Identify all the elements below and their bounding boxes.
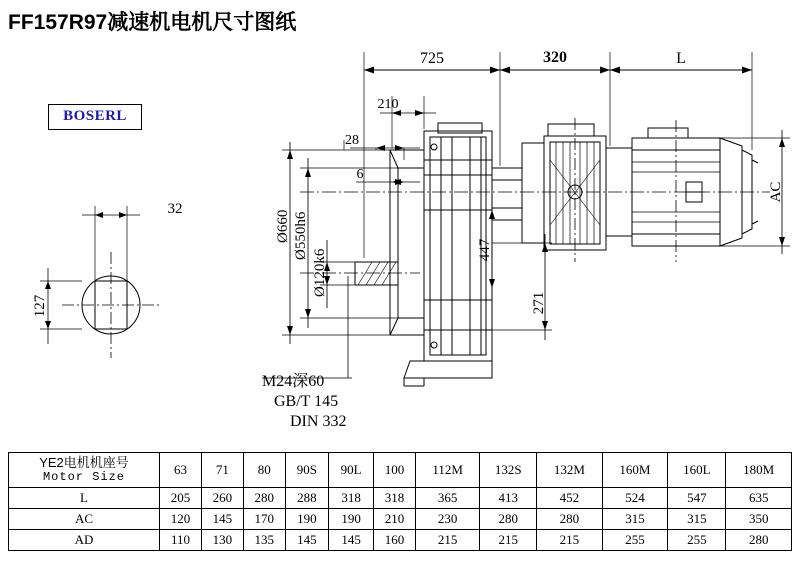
col-header: 112M (415, 453, 480, 488)
cell: 145 (285, 530, 328, 551)
cell: 110 (160, 530, 202, 551)
dim-550: Ø550h6 (293, 211, 309, 260)
dim-6: 6 (356, 167, 364, 182)
cell: 170 (243, 509, 285, 530)
cell: 215 (415, 530, 480, 551)
cell: 215 (480, 530, 537, 551)
cell: 255 (602, 530, 668, 551)
cell: 280 (537, 509, 603, 530)
cell: 145 (329, 530, 374, 551)
row-label: AD (9, 530, 160, 551)
cell: 318 (329, 488, 374, 509)
col-header: 100 (374, 453, 416, 488)
row-label: L (9, 488, 160, 509)
cell: 120 (160, 509, 202, 530)
table-header-row (9, 453, 792, 488)
col-header: 160M (602, 453, 668, 488)
table-row (9, 509, 792, 530)
table-header-label-en: Motor Size (42, 470, 125, 484)
cell: 210 (374, 509, 416, 530)
cell: 230 (415, 509, 480, 530)
dim-120: Ø120k6 (312, 248, 328, 297)
col-header: 63 (160, 453, 202, 488)
cell: 547 (668, 488, 726, 509)
cell: 635 (726, 488, 792, 509)
dim-320: 320 (543, 49, 567, 66)
cell: 145 (201, 509, 243, 530)
dim-210: 210 (377, 97, 399, 112)
cell: 280 (726, 530, 792, 551)
dim-447: 447 (477, 238, 493, 262)
cell: 160 (374, 530, 416, 551)
cell: 190 (329, 509, 374, 530)
col-header: 132S (480, 453, 537, 488)
dim-660: Ø660 (275, 209, 291, 243)
motor-size-table (8, 452, 792, 551)
table-row (9, 530, 792, 551)
cell: 280 (243, 488, 285, 509)
logo-text: BOSERL (63, 108, 127, 124)
col-header: 132M (537, 453, 603, 488)
table-row (9, 488, 792, 509)
cell: 288 (285, 488, 328, 509)
cell: 318 (374, 488, 416, 509)
cell: 315 (668, 509, 726, 530)
cell: 135 (243, 530, 285, 551)
dim-32: 32 (167, 201, 183, 217)
cell: 280 (480, 509, 537, 530)
cell: 315 (602, 509, 668, 530)
row-label: AC (9, 509, 160, 530)
dim-28: 28 (345, 133, 359, 148)
dim-L: L (676, 50, 686, 67)
dim-127: 127 (32, 294, 48, 318)
note-thread: M24深60 (262, 373, 325, 390)
cell: 524 (602, 488, 668, 509)
note-standard-gb: GB/T 145 (274, 393, 339, 410)
cell: 365 (415, 488, 480, 509)
col-header: 71 (201, 453, 243, 488)
col-header: 160L (668, 453, 726, 488)
dim-AC: AC (768, 181, 784, 203)
col-header: 80 (243, 453, 285, 488)
cell: 452 (537, 488, 603, 509)
table-header-label-cn: YE2电机机座号 (39, 455, 129, 470)
dim-725: 725 (420, 50, 444, 67)
cell: 255 (668, 530, 726, 551)
cell: 215 (537, 530, 603, 551)
col-header: 90L (329, 453, 374, 488)
dim-271: 271 (531, 291, 547, 315)
cell: 130 (201, 530, 243, 551)
cell: 350 (726, 509, 792, 530)
cell: 413 (480, 488, 537, 509)
col-header: 180M (726, 453, 792, 488)
cell: 190 (285, 509, 328, 530)
page-title: FF157R97减速机电机尺寸图纸 (8, 11, 297, 34)
col-header: 90S (285, 453, 328, 488)
cell: 205 (160, 488, 202, 509)
note-standard-din: DIN 332 (290, 413, 347, 430)
cell: 260 (201, 488, 243, 509)
table-header-label (9, 453, 160, 488)
